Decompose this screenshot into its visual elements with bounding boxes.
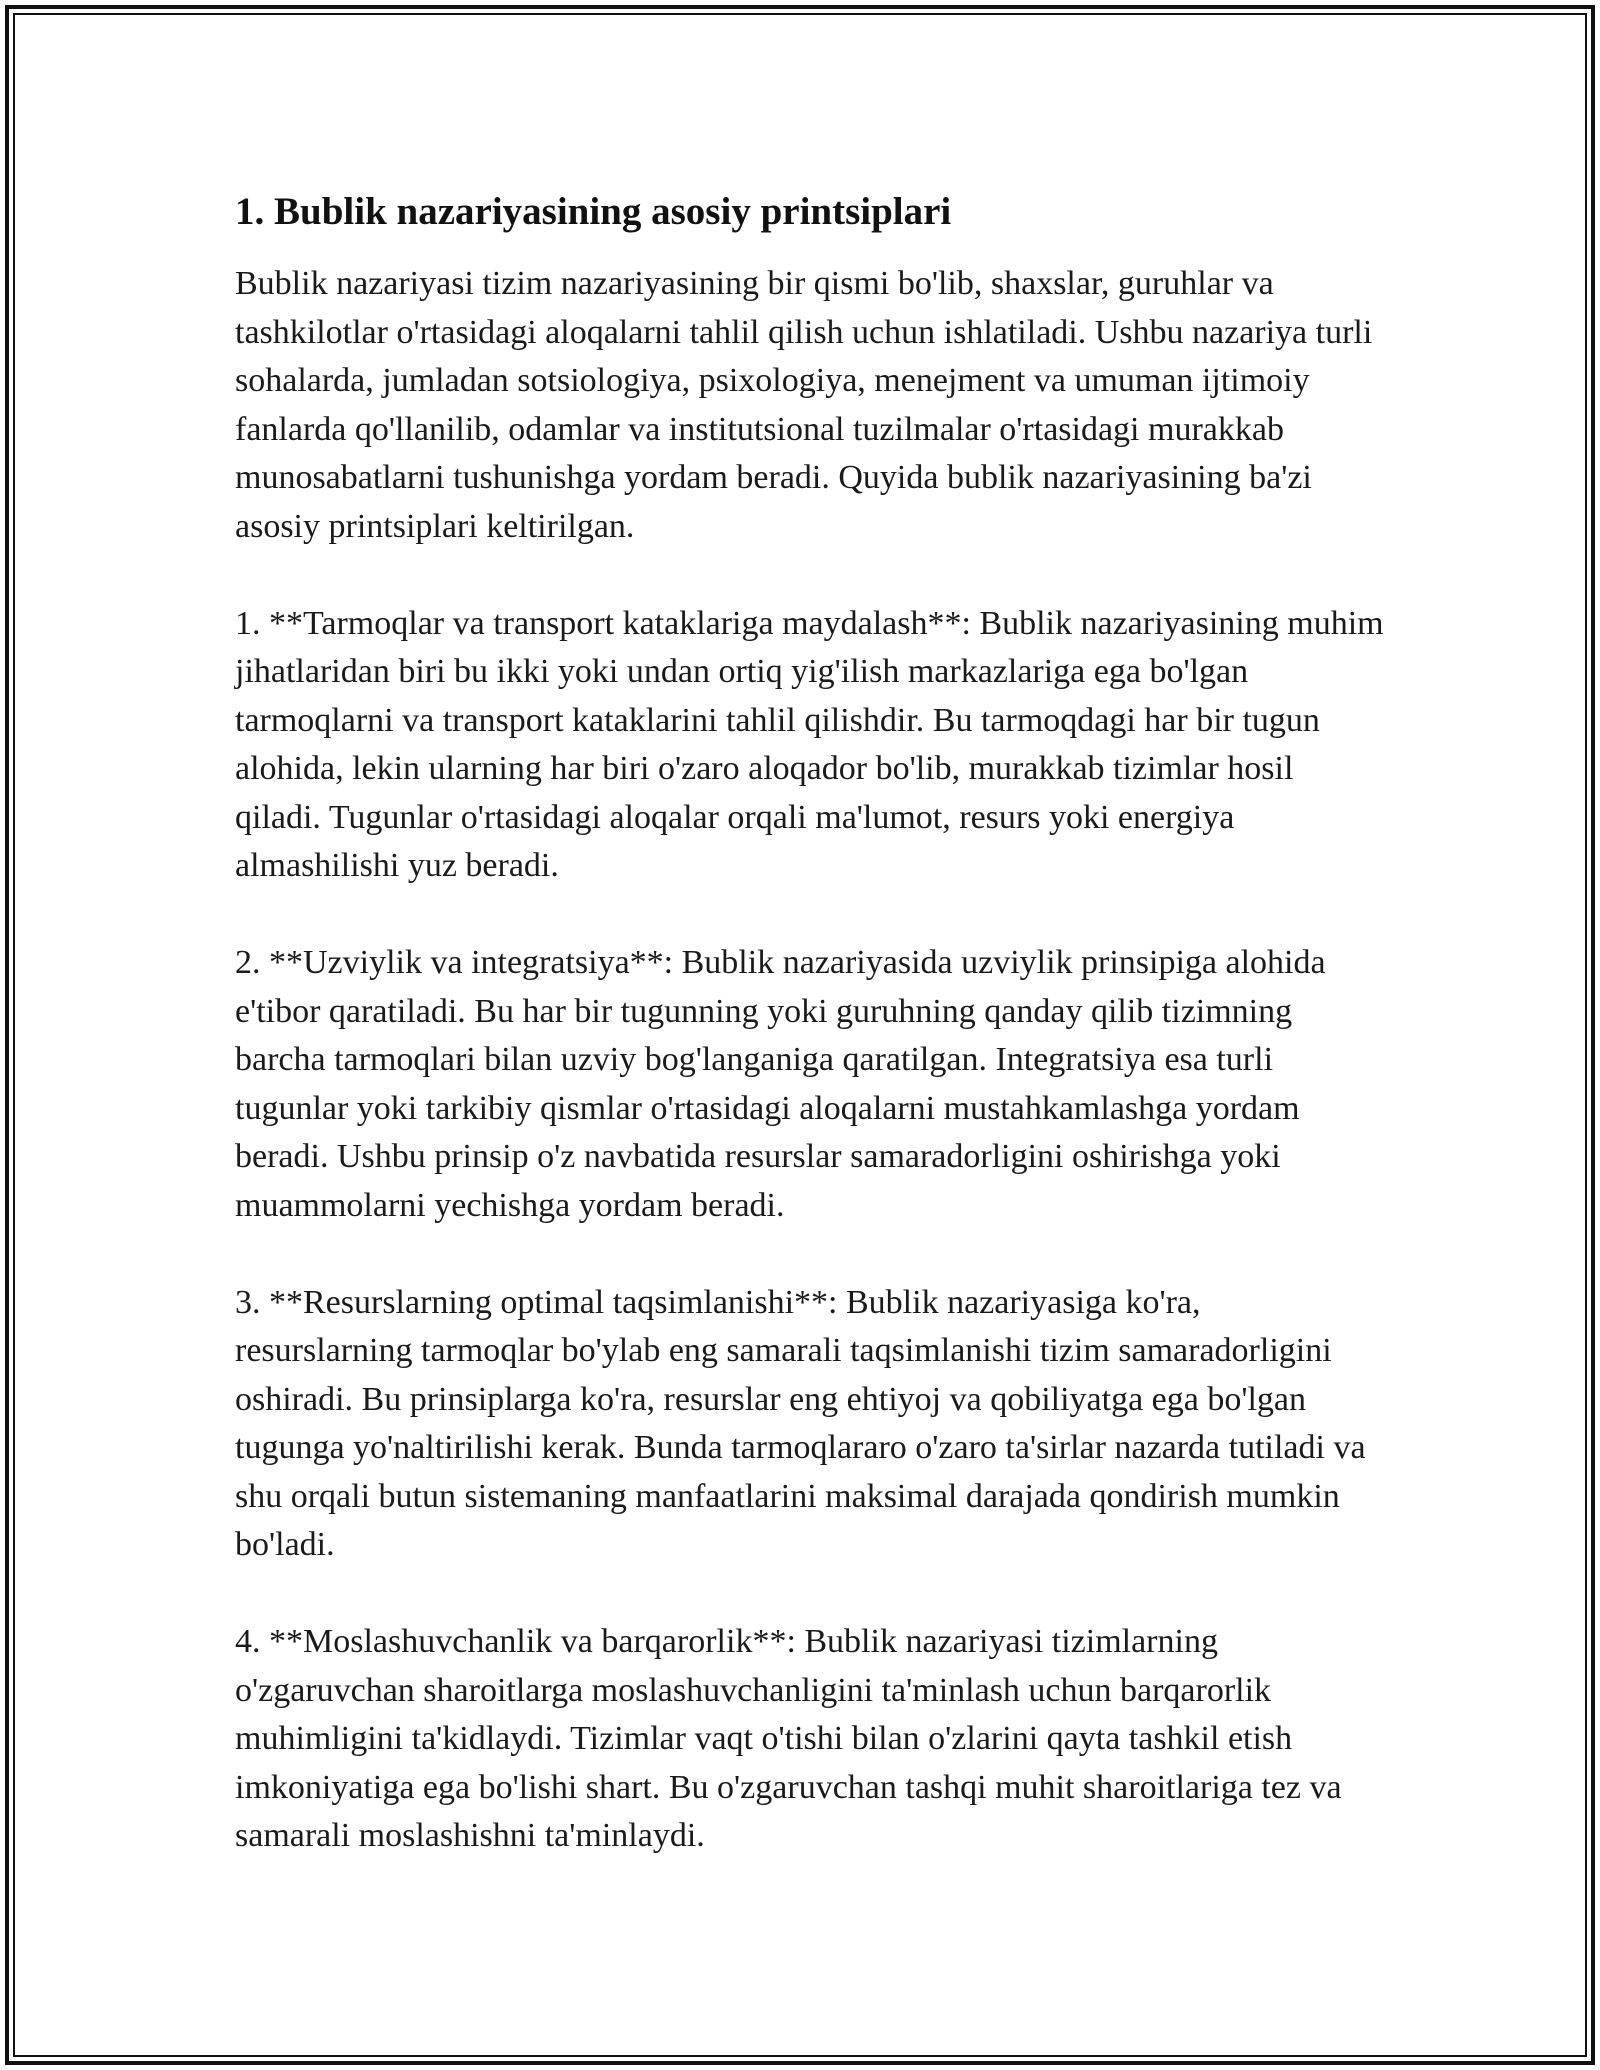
section-title: 1. Bublik nazariyasining asosiy printsiplari (235, 190, 952, 233)
intro-paragraph: Bublik nazariyasi tizim nazariyasining bir qismi bo'lib, shaxslar, guruhlar va tashkilotlar o'rtasidagi aloqalarni tahlil qilish uchun ishlatiladi. Ushbu nazariya turli sohalarda, jumladan sotsiologiya, psixologiya, menejment va umuman ijtimoiy fanlarda qo'llanilib, odamlar va institutsional tuzilmalar o'rtasidagi murakkab munosabatlarni tushunishga yordam beradi. Quyida bublik nazariyasining ba'zi asosiy printsiplari keltirilgan. (235, 265, 1373, 545)
principle-paragraph-4: 4. **Moslashuvchanlik va barqarorlik**: Bublik nazariyasi tizimlarning o'zgaruvchan sharoitlarga moslashuvchanligini ta'minlash uchun barqarorlik muhimligini ta'kidlaydi. Tizimlar vaqt o'tishi bilan o'zlarini qayta tashkil etish imkoniyatiga ega bo'lishi shart. Bu o'zgaruvchan tashqi muhit sharoitlariga tez va samarali moslashishni ta'minlaydi. (235, 1623, 1342, 1854)
document-body (235, 186, 1385, 1909)
principle-paragraph-3: 3. **Resurslarning optimal taqsimlanishi**: Bublik nazariyasiga ko'ra, resurslarning tarmoqlar bo'ylab eng samarali taqsimlanishi tizim samaradorligini oshiradi. Bu prinsiplarga ko'ra, resurslar eng ehtiyoj va qobiliyatga ega bo'lgan tugunga yo'naltirilishi kerak. Bunda tarmoqlararo o'zaro ta'sirlar nazarda tutiladi va shu orqali butun sistemaning manfaatlarini maksimal darajada qondirish mumkin bo'ladi. (235, 1283, 1366, 1563)
principle-paragraph-2: 2. **Uzviylik va integratsiya**: Bublik nazariyasida uzviylik prinsipiga alohida e'tibor qaratiladi. Bu har bir tugunning yoki guruhning qanday qilib tizimning barcha tarmoqlari bilan uzviy bog'langaniga qaratilgan. Integratsiya esa turli tugunlar yoki tarkibiy qismlar o'rtasidagi aloqalarni mustahkamlashga yordam beradi. Ushbu prinsip o'z navbatida resurslar samaradorligini oshirishga yoki muammolarni yechishga yordam beradi. (235, 944, 1326, 1224)
principle-paragraph-1: 1. **Tarmoqlar va transport kataklariga maydalash**: Bublik nazariyasining muhim jihatlaridan biri bu ikki yoki undan ortiq yig'ilish markazlariga ega bo'lgan tarmoqlarni va transport kataklarini tahlil qilishdir. Bu tarmoqdagi har bir tugun alohida, lekin ularning har biri o'zaro aloqador bo'lib, murakkab tizimlar hosil qiladi. Tugunlar o'rtasidagi aloqalar orqali ma'lumot, resurs yoki energiya almashilishi yuz beradi. (235, 604, 1384, 884)
